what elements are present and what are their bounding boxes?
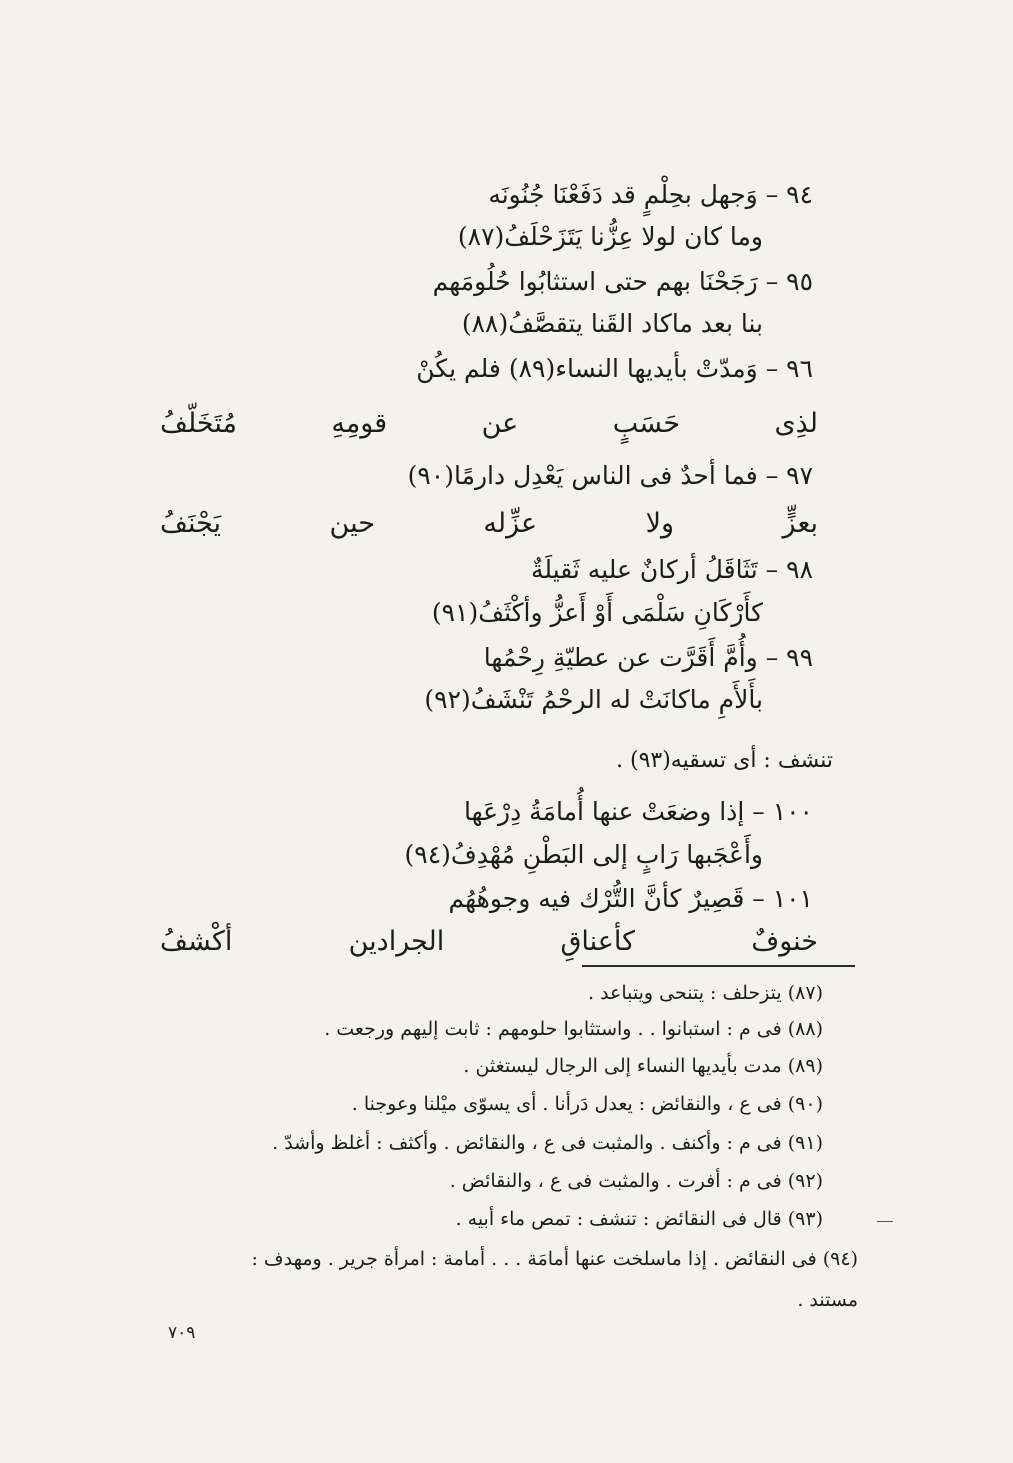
page-number: ٧٠٩ bbox=[168, 1323, 196, 1343]
verse-96-second-hemistich: لذِى حَسَبٍ عن قومِهِ مُتَخَلّفُ bbox=[160, 408, 818, 439]
footnote-91: (٩١) فى م : وأكنف . والمثبت فى ع ، والنقائض . وأكثف : أغلظ وأشدّ . bbox=[272, 1132, 823, 1154]
verse-97-second-hemistich: بعزٍّ ولا عزِّله حين يَجْنَفُ bbox=[160, 508, 818, 539]
footnote-94-continuation: مستند . bbox=[797, 1289, 858, 1311]
footnote-87: (٨٧) يتزحلف : يتنحى ويتباعد . bbox=[588, 982, 823, 1004]
verse-94-first-hemistich: ٩٤ – وَجهل بحِلْمٍ قد دَفَعْنَا جُنُونَه bbox=[488, 180, 813, 209]
footnote-89: (٨٩) مدت بأيديها النساء إلى الرجال ليستغثن . bbox=[463, 1055, 823, 1077]
verse-99-first-hemistich: ٩٩ – وأُمَّ أَقَرَّت عن عطيّةِ رِحْمُها bbox=[483, 643, 813, 672]
footnote-90: (٩٠) فى ع ، والنقائض : يعدل دَرأنا . أى يسوّى ميْلنا وعوجنا . bbox=[351, 1093, 823, 1115]
verse-101-first-hemistich: ١٠١ – قَصِيرٌ كأنَّ التُّرْك فيه وجوهُهُم bbox=[448, 884, 813, 913]
verse-94-second-hemistich: وما كان لولا عِزُّنا يَتَزَحْلَفُ(٨٧) bbox=[457, 222, 763, 251]
verse-99-second-hemistich: بأَلأَمِ ماكانَتْ له الرحْمُ تَنْشَفُ(٩٢) bbox=[424, 685, 763, 714]
verse-98-first-hemistich: ٩٨ – تَثَاقَلُ أركانٌ عليه ثَقيلَةٌ bbox=[531, 555, 813, 584]
verse-100-first-hemistich: ١٠٠ – إذا وضعَتْ عنها أُمامَةُ دِرْعَها bbox=[463, 797, 813, 826]
gloss-line: تنشف : أى تسقيه(٩٣) . bbox=[616, 748, 833, 773]
verse-95-first-hemistich: ٩٥ – رَجَحْنَا بهم حتى استثابُوا حُلُومَهم bbox=[432, 267, 813, 296]
verse-98-second-hemistich: كأَرْكَانِ سَلْمَى أَوْ أَعزُّ وأكْثَفُ(٩١) bbox=[431, 598, 763, 627]
verse-97-first-hemistich: ٩٧ – فما أحدٌ فى الناس يَعْدِل دارمًا(٩٠) bbox=[407, 461, 813, 490]
footnote-92: (٩٢) فى م : أفرت . والمثبت فى ع ، والنقائض . bbox=[449, 1170, 823, 1192]
footnote-94: (٩٤) فى النقائض . إذا ماسلخت عنها أمامَة . . . أمامة : امرأة جرير . ومهدف : bbox=[251, 1248, 858, 1270]
footnote-88: (٨٨) فى م : استبانوا . . واستثابوا حلومهم : ثابت إليهم ورجعت . bbox=[324, 1018, 823, 1040]
footnote-separator bbox=[582, 965, 855, 967]
verse-101-second-hemistich: خنوفٌ كأعناقِ الجرادين أكْشفُ bbox=[160, 926, 818, 957]
verse-96-first-hemistich: ٩٦ – وَمدّتْ بأيديها النساء(٨٩) فلم يكُنْ bbox=[416, 354, 813, 383]
verse-95-second-hemistich: بنا بعد ماكاد القَنا يتقصَّفُ(٨٨) bbox=[461, 309, 763, 338]
footnote-93: (٩٣) قال فى النقائض : تنشف : تمص ماء أبيه . bbox=[455, 1208, 823, 1230]
verse-100-second-hemistich: وأَعْجَبها رَابٍ إلى البَطْنِ مُهْدِفُ(٩٤) bbox=[404, 840, 763, 869]
margin-mark bbox=[877, 1221, 893, 1222]
